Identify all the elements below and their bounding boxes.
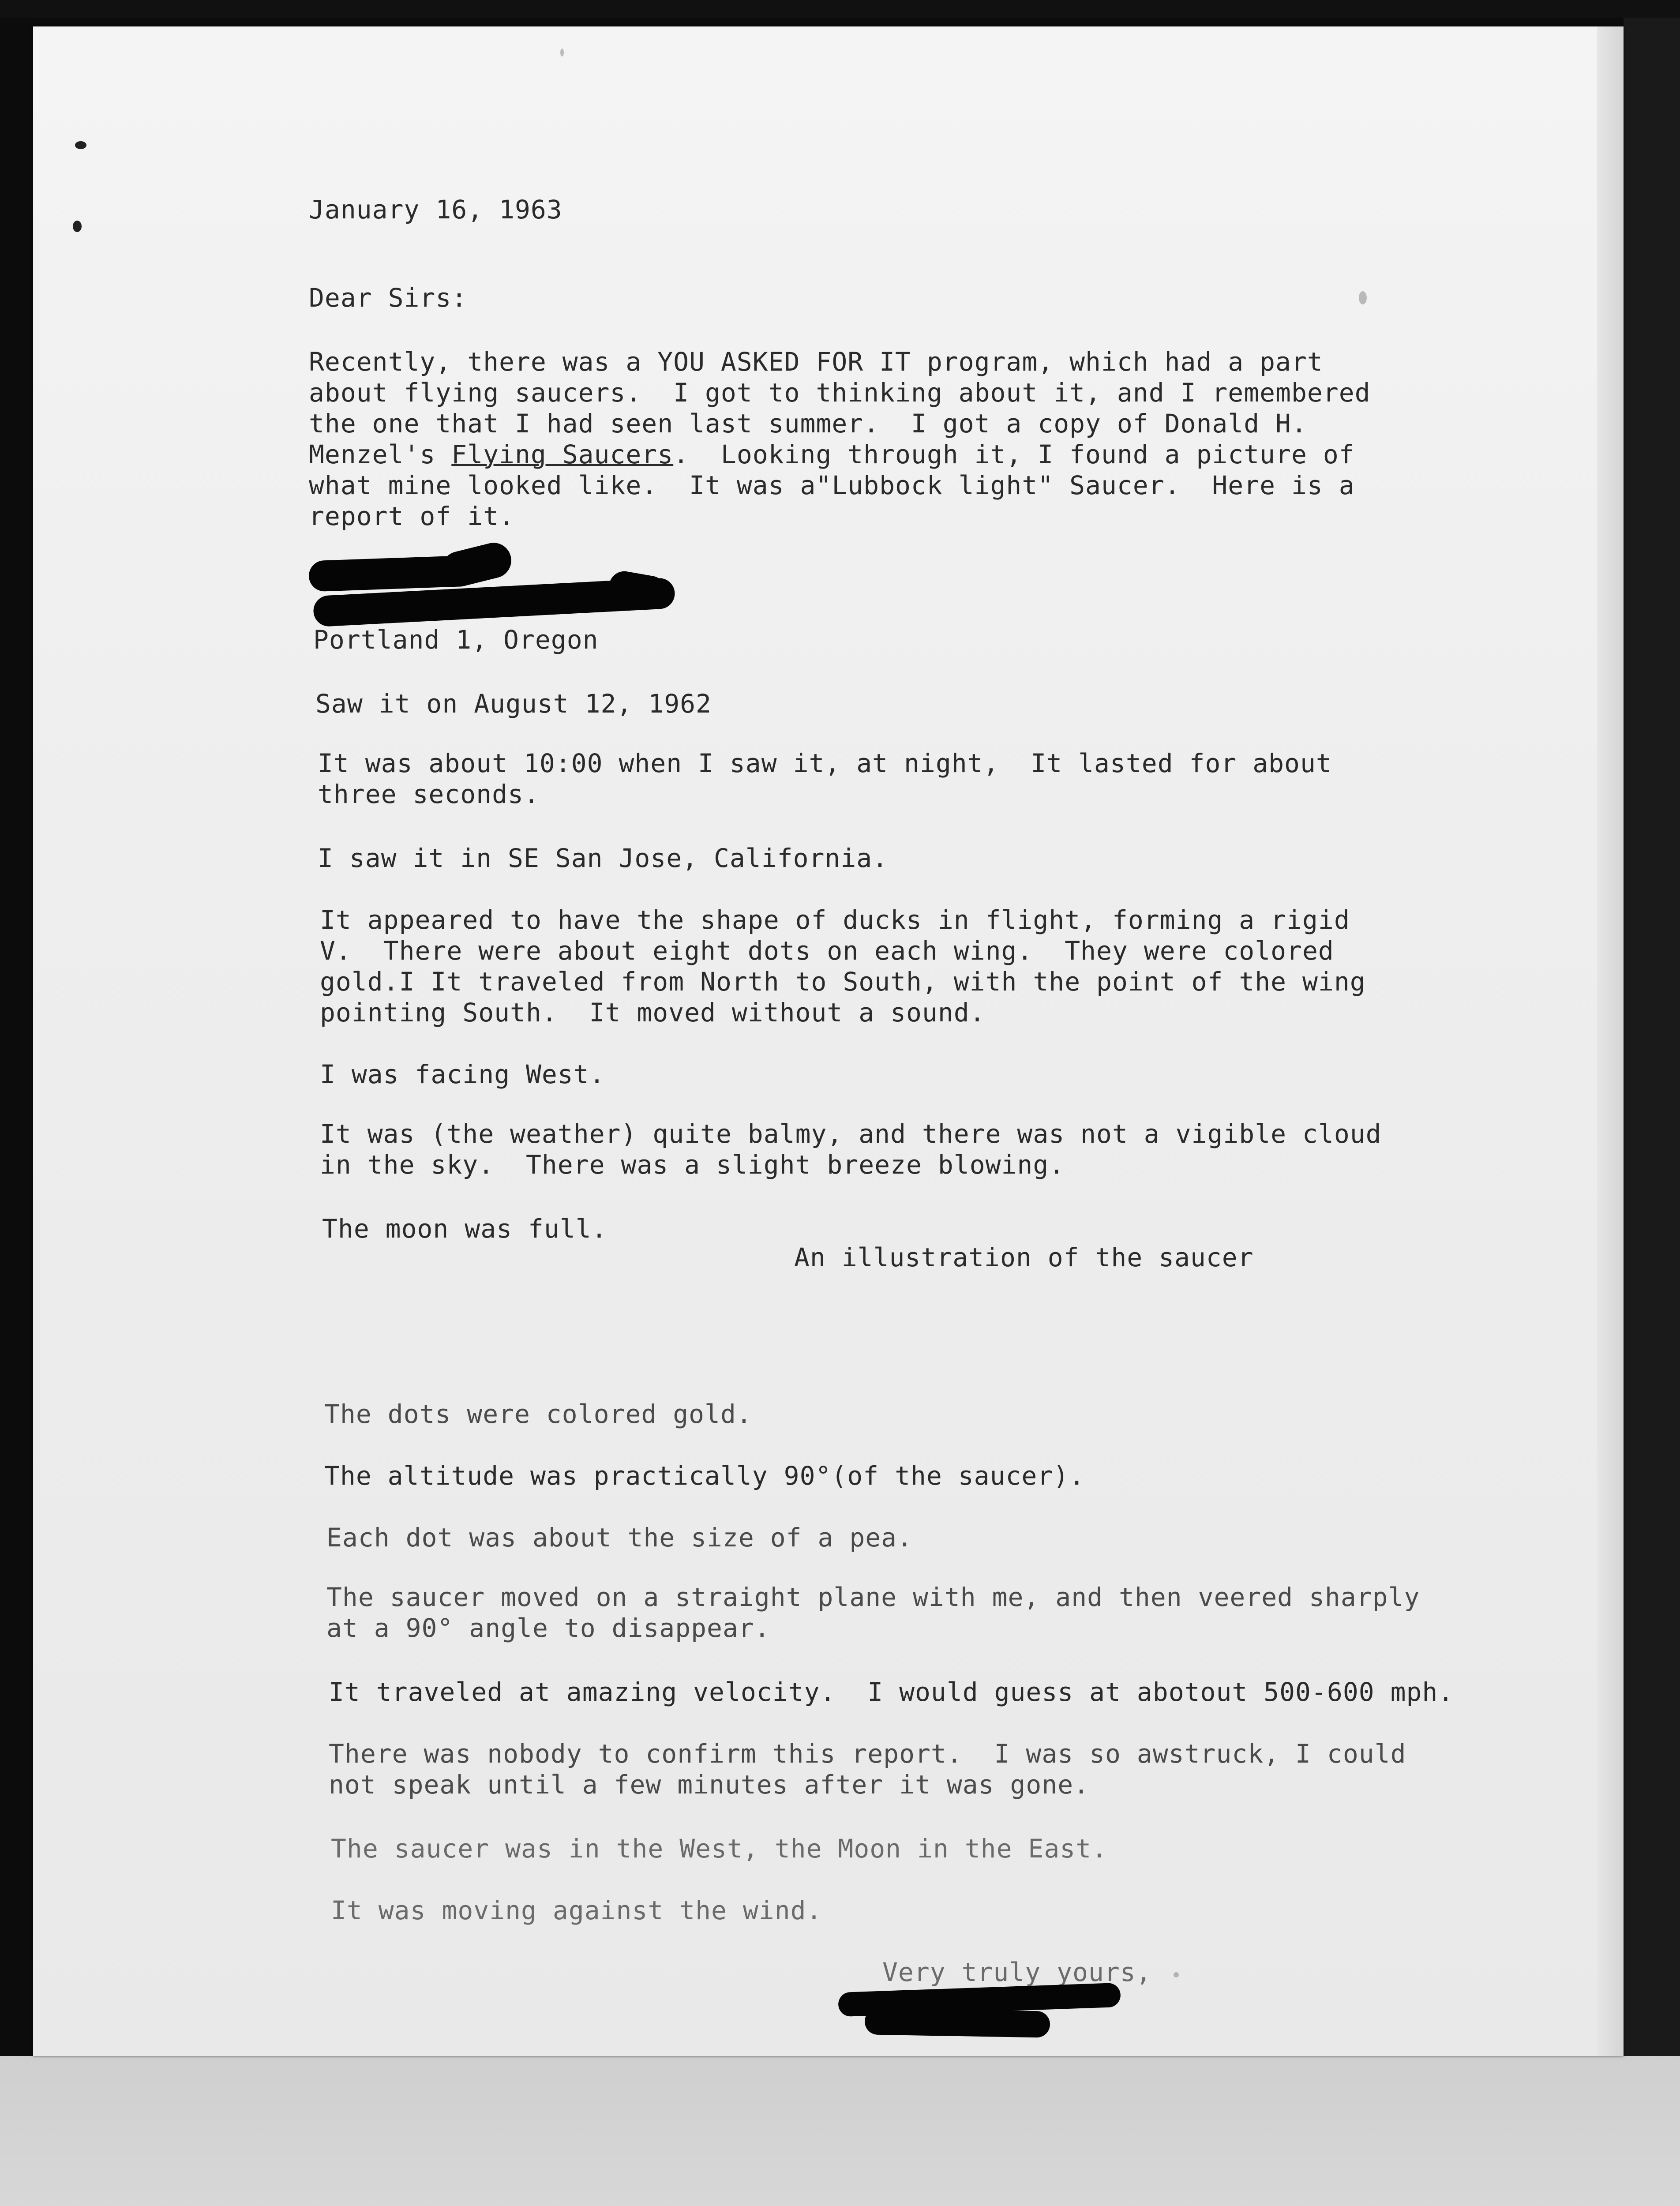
intro-line-4-rest: . Looking through it, I found a picture of [673, 439, 1355, 469]
closing: Very truly yours, [882, 1957, 1152, 1987]
salutation: Dear Sirs: [309, 283, 468, 313]
report-movement-1: The saucer moved on a straight plane with me, and then veered sharply [326, 1582, 1420, 1612]
report-movement-2: at a 90° angle to disappear. [326, 1613, 770, 1643]
redacted-name [438, 539, 515, 590]
report-time: It was about 10:00 when I saw it, at night, It lasted for about [318, 748, 1332, 778]
intro-line-2: about flying saucers. I got to thinking about it, and I remembered [309, 378, 1371, 408]
intro-line-5: what mine looked like. It was a"Lubbock light" Saucer. Here is a [309, 470, 1355, 500]
illustration-caption: An illustration of the saucer [794, 1242, 1254, 1272]
report-moon: The moon was full. [322, 1214, 608, 1244]
report-wind: It was moving against the wind. [331, 1895, 822, 1925]
intro-line-3: the one that I had seen last summer. I got a copy of Donald H. [309, 409, 1307, 439]
report-shape-2: V. There were about eight dots on each wing. They were colored [320, 936, 1334, 966]
book-title: Flying Saucers [451, 439, 674, 469]
report-confirm-2: not speak until a few minutes after it was gone. [329, 1770, 1090, 1800]
report-shape-1: It appeared to have the shape of ducks in flight, forming a rigid [320, 905, 1350, 935]
report-velocity: It traveled at amazing velocity. I would guess at abotout 500-600 mph. [329, 1677, 1454, 1707]
report-location: I saw it in SE San Jose, California. [318, 843, 889, 873]
report-direction: The saucer was in the West, the Moon in the East. [331, 1834, 1108, 1864]
report-confirm-1: There was nobody to confirm this report. I was so awstruck, I could [329, 1739, 1406, 1769]
report-shape-3: gold.I It traveled from North to South, with the point of the wing [320, 967, 1366, 997]
intro-line-1: Recently, there was a YOU ASKED FOR IT program, which had a part [309, 347, 1323, 377]
report-date: Saw it on August 12, 1962 [315, 689, 712, 719]
report-weather-1: It was (the weather) quite balmy, and there was not a vigible cloud [320, 1119, 1382, 1149]
report-shape-4: pointing South. It moved without a sound. [320, 998, 986, 1028]
redacted-signature [865, 2008, 1050, 2037]
intro-line-4 [309, 439, 1355, 470]
intro-line-4-start: Menzel's [309, 439, 452, 469]
letter-date: January 16, 1963 [309, 195, 562, 225]
report-weather-2: in the sky. There was a slight breeze blowing. [320, 1150, 1065, 1180]
report-dot-size: Each dot was about the size of a pea. [326, 1523, 913, 1553]
report-duration: three seconds. [318, 779, 540, 809]
address-city: Portland 1, Oregon [313, 625, 599, 655]
report-facing: I was facing West. [320, 1059, 605, 1089]
intro-line-6: report of it. [309, 501, 515, 531]
report-dots-color: The dots were colored gold. [324, 1399, 752, 1429]
report-altitude: The altitude was practically 90°(of the saucer). [324, 1461, 1085, 1491]
